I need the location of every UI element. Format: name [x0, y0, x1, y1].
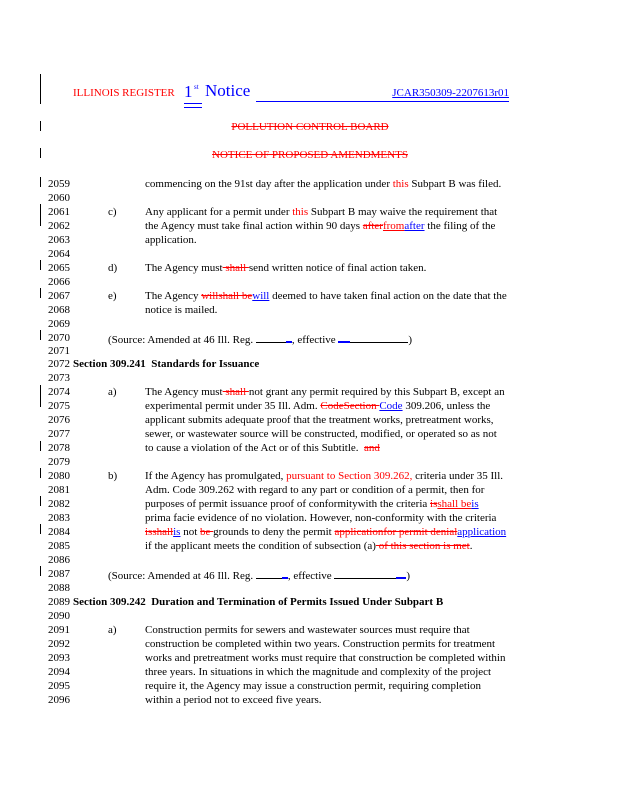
text-line: to cause a violation of the Act or of this Subtitle. and: [145, 442, 380, 454]
change-bar: [40, 524, 41, 534]
line-number: 2075: [48, 400, 70, 412]
text-line: construction be completed within two years. Construction permits for treatment: [145, 638, 496, 650]
text-line: The Agency willshall bewill deemed to have taken final action on the date that the: [145, 290, 507, 302]
board-title: POLLUTION CONTROL BOARD: [231, 121, 389, 133]
text-line: applicant submits adequate proof that the treatment works, pretreatment works,: [145, 414, 494, 426]
source-note: (Source: Amended at 46 Ill. Reg. , effective ): [108, 570, 411, 582]
line-number: 2085: [48, 540, 70, 552]
change-bar: [40, 74, 41, 104]
jcar-code: JCAR350309-2207613r01: [392, 87, 509, 99]
paragraph-marker: e): [108, 290, 117, 302]
register-label: ILLINOIS REGISTER: [73, 87, 175, 99]
line-number: 2074: [48, 386, 70, 398]
text-line: require it, the Agency may issue a construction permit, requiring completion: [145, 680, 482, 692]
line-number: 2071: [48, 345, 70, 357]
source-note: (Source: Amended at 46 Ill. Reg. , effective ): [108, 334, 413, 346]
line-number: 2095: [48, 680, 70, 692]
line-number: 2089: [48, 596, 70, 608]
paragraph-marker: a): [108, 386, 117, 398]
change-bar: [40, 330, 41, 340]
line-number: 2067: [48, 290, 70, 302]
notice-label: Notice: [205, 81, 251, 100]
line-number: 2076: [48, 414, 70, 426]
change-bar: [40, 288, 41, 298]
notice-title: NOTICE OF PROPOSED AMENDMENTS: [212, 149, 408, 161]
line-number: 2080: [48, 470, 70, 482]
section-heading: Section 309.242 Duration and Termination of Permits Issued Under Subpart B: [73, 596, 444, 608]
change-bar: [40, 566, 41, 576]
line-number: 2064: [48, 248, 70, 260]
text-line: isshallis not be grounds to deny the permit applicationfor permit denialapplication: [145, 526, 507, 538]
line-number: 2088: [48, 582, 70, 594]
change-bar: [40, 496, 41, 506]
line-number: 2093: [48, 652, 70, 664]
change-bar: [40, 385, 41, 407]
page-header: [73, 83, 543, 107]
text-line: purposes of permit issuance proof of conformitywith the criteria isshall beis: [145, 498, 479, 510]
line-number: 2091: [48, 624, 70, 636]
paragraph-marker: d): [108, 262, 118, 274]
line-number: 2072: [48, 358, 70, 370]
text-line: within a period not to exceed five years.: [145, 694, 322, 706]
line-number: 2070: [48, 332, 70, 344]
change-bar: [40, 148, 41, 158]
text-line: experimental permit under 35 Ill. Adm. CodeSection Code 309.206, unless the: [145, 400, 491, 412]
line-number: 2063: [48, 234, 70, 246]
change-bar: [40, 468, 41, 478]
line-number: 2060: [48, 192, 70, 204]
double-underline: [184, 103, 202, 108]
text-line: The Agency must shall not grant any permit required by this Subpart B, except an: [145, 386, 505, 398]
text-line: Adm. Code 309.262 with regard to any part or condition of a permit, then for: [145, 484, 485, 496]
text-line: Any applicant for a permit under this Subpart B may waive the requirement that: [145, 206, 498, 218]
line-number: 2077: [48, 428, 70, 440]
text-line: three years. In situations in which the magnitude and complexity of the project: [145, 666, 492, 678]
line-number: 2059: [48, 178, 70, 190]
line-number: 2081: [48, 484, 70, 496]
line-number: 2065: [48, 262, 70, 274]
text-line: Construction permits for sewers and wastewater sources must require that: [145, 624, 470, 636]
change-bar: [40, 177, 41, 187]
paragraph-marker: b): [108, 470, 118, 482]
text-line: prima facie evidence of no violation. However, non-conformity with the criteria: [145, 512, 497, 524]
paragraph-marker: a): [108, 624, 117, 636]
line-number: 2062: [48, 220, 70, 232]
text-line: works and pretreatment works must require that construction be completed within: [145, 652, 506, 664]
text-line: The Agency must shall send written notice of final action taken.: [145, 262, 427, 274]
line-number: 2069: [48, 318, 70, 330]
text-line: commencing on the 91st day after the application under this Subpart B was filed.: [145, 178, 502, 190]
line-number: 2066: [48, 276, 70, 288]
line-number: 2084: [48, 526, 70, 538]
line-number: 2061: [48, 206, 70, 218]
line-number: 2096: [48, 694, 70, 706]
change-bar: [40, 441, 41, 451]
line-number: 2073: [48, 372, 70, 384]
change-bar: [40, 121, 41, 131]
paragraph-marker: c): [108, 206, 117, 218]
header-rule: [256, 101, 509, 102]
line-number: 2086: [48, 554, 70, 566]
line-number: 2082: [48, 498, 70, 510]
text-line: if the applicant meets the condition of subsection (a) of this section is met.: [145, 540, 473, 552]
page-number-superscript: st: [194, 83, 199, 91]
line-number: 2083: [48, 512, 70, 524]
text-line: notice is mailed.: [145, 304, 218, 316]
text-line: If the Agency has promulgated, pursuant to Section 309.262, criteria under 35 Ill.: [145, 470, 504, 482]
line-number: 2079: [48, 456, 70, 468]
line-number: 2068: [48, 304, 70, 316]
change-bar: [40, 204, 41, 226]
section-heading: Section 309.241 Standards for Issuance: [73, 358, 260, 370]
text-line: application.: [145, 234, 197, 246]
text-line: sewer, or wastewater source will be constructed, modified, or operated so as not: [145, 428, 497, 440]
line-number: 2090: [48, 610, 70, 622]
line-number: 2094: [48, 666, 70, 678]
page-number: 1: [184, 82, 193, 101]
line-number: 2078: [48, 442, 70, 454]
line-number: 2087: [48, 568, 70, 580]
text-line: the Agency must take final action within 90 days afterfromafter the filing of the: [145, 220, 496, 232]
change-bar: [40, 260, 41, 270]
line-number: 2092: [48, 638, 70, 650]
